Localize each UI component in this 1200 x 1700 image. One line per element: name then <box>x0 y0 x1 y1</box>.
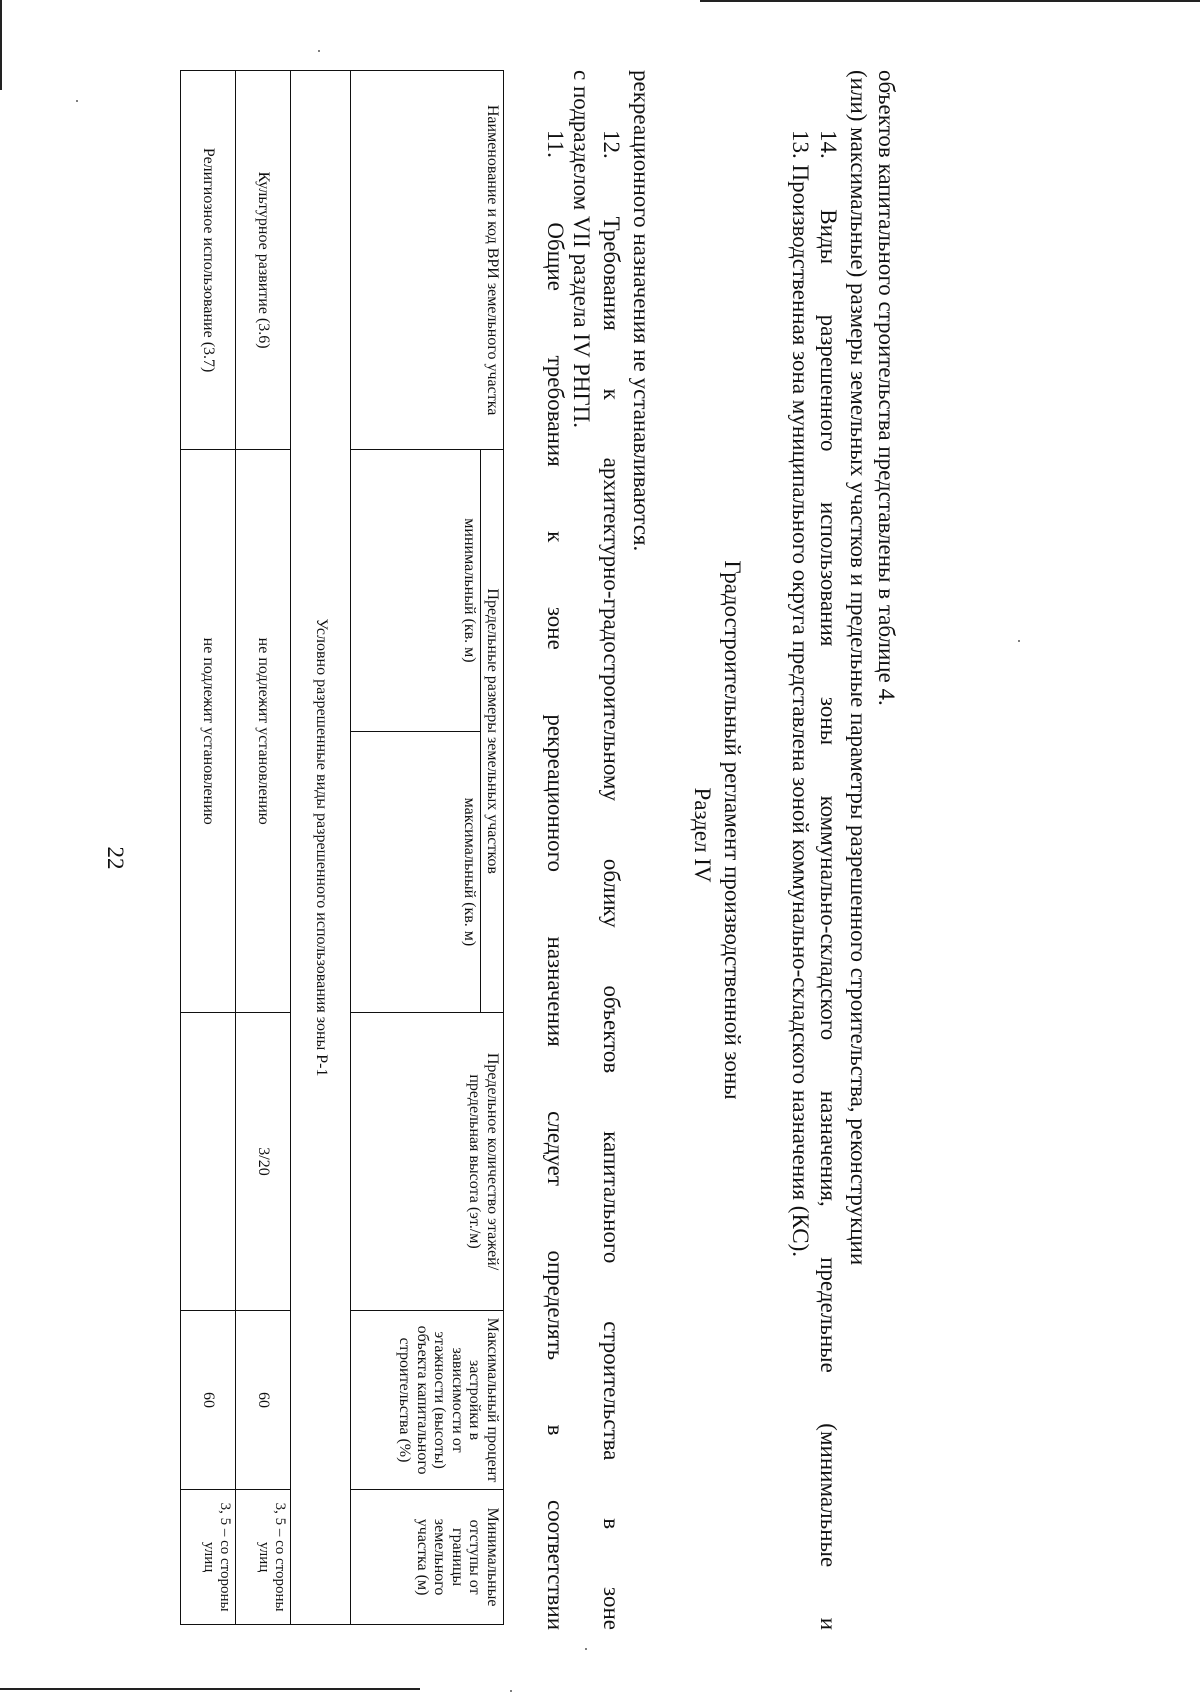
paragraph-14-line-3: объектов капитального строительства представлены в таблице 4. <box>874 70 899 706</box>
section-subtitle: Градостроительный регламент производственной зоны <box>720 560 745 1100</box>
row-name: Культурное развитие (3.6) <box>236 71 291 450</box>
header-plot-sizes: Предельные размеры земельных участков <box>481 450 504 1013</box>
table-header-row <box>481 71 504 1625</box>
header-build-percent: Максимальный процент застройки в зависимости от этажности (высоты) объекта капитального строительства (%) <box>351 1310 504 1489</box>
paragraph-11-line-1: 11. Общие требования к зоне рекреационного назначения следует определять в соответствии <box>543 130 568 1630</box>
header-min: минимальный (кв. м) <box>351 450 481 731</box>
regulations-table <box>180 70 504 1625</box>
row-setback: 3, 5 – со стороны улиц <box>236 1490 291 1625</box>
page-number: 22 <box>103 846 128 870</box>
paragraph-13: 13. Производственная зона муниципального округа представлена зоной коммунально-складского назначения (КС). <box>788 130 813 1257</box>
table-row <box>236 71 291 1625</box>
section-title: Раздел IV <box>690 787 715 883</box>
row-floors <box>181 1013 236 1311</box>
row-sizes: не подлежит установлению <box>236 450 291 1013</box>
table-section-row <box>291 71 351 1625</box>
paragraph-12-line-2: рекреационного назначения не устанавливаются. <box>629 70 654 552</box>
paragraph-12-line-1: 12. Требования к архитектурно-градостроительному облику объектов капитального строительства в зоне <box>599 130 624 1630</box>
row-percent: 60 <box>236 1310 291 1489</box>
paragraph-11-line-2: с подразделом VII раздела IV РНГП. <box>569 70 594 429</box>
row-percent: 60 <box>181 1310 236 1489</box>
row-setback: 3, 5 – со стороны улиц <box>181 1490 236 1625</box>
table-row <box>181 71 236 1625</box>
header-name-code: Наименование и код ВРИ земельного участка <box>351 71 504 450</box>
row-floors: 3/20 <box>236 1013 291 1311</box>
section-heading: Условно разрешенные виды разрешенного использования зоны Р-1 <box>291 71 351 1625</box>
row-name: Религиозное использование (3.7) <box>181 71 236 450</box>
header-max: максимальный (кв. м) <box>351 731 481 1012</box>
paragraph-14-line-2: (или) максимальные) размеры земельных участков и предельные параметры разрешенного строительства, реконструкции <box>846 70 871 1266</box>
header-floors: Предельное количество этажей/предельная высота (эт./м) <box>351 1013 504 1311</box>
row-sizes: не подлежит установлению <box>181 450 236 1013</box>
header-setback: Минимальные отступы от границы земельного участка (м) <box>351 1490 504 1625</box>
paragraph-14-line-1: 14. Виды разрешенного использования зоны коммунально-складского назначения, предельные (минимальные и <box>816 130 841 1630</box>
